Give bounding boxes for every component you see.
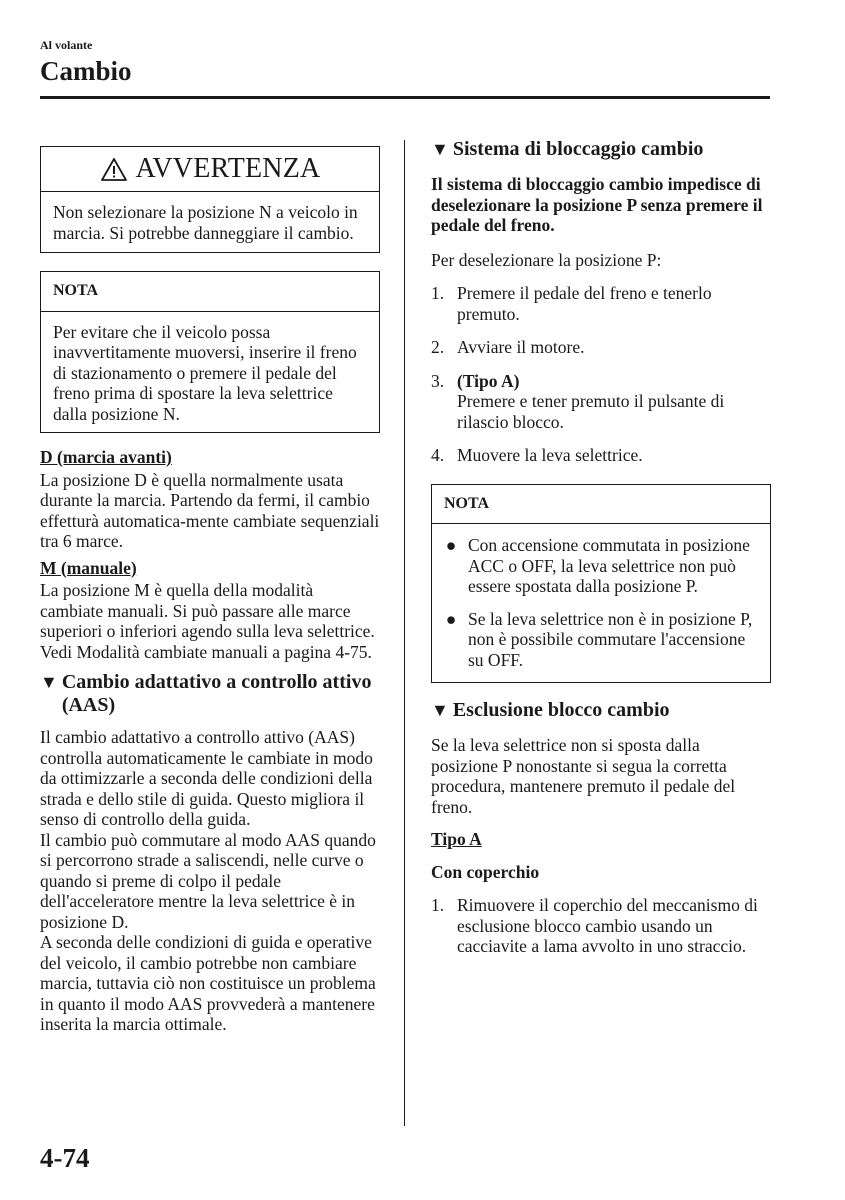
- warning-text: Non selezionare la posizione N a veicolo in marcia. Si potrebbe danneggiare il cambio.: [53, 202, 358, 243]
- override-heading: [431, 699, 771, 722]
- triangle-down-icon: ▼: [40, 672, 58, 692]
- drive-text: La posizione D è quella normalmente usata durante la marcia. Partendo da fermi, il cambio effetturà automatica-mente cambiate sequenziali tra 6 marce.: [40, 469, 380, 551]
- warning-title: AVVERTENZA: [135, 152, 321, 184]
- list-item: 1. Premere il pedale del freno e tenerlo premuto.: [431, 283, 712, 324]
- aas-heading-text: Cambio adattativo a controllo attivo (AAS): [61, 671, 372, 716]
- type-a-heading: Tipo A: [431, 829, 482, 849]
- override-heading-text: Esclusione blocco cambio: [452, 699, 670, 721]
- list-item: 2. Avviare il motore.: [431, 337, 585, 357]
- lock-system-steps: [431, 283, 771, 466]
- aas-paragraph: Il cambio può commutare al modo AAS quando si percorrono strade a saliscendi, nelle curve o quando si preme di colpo il pedale dell'acceleratore mentre la leva selettrice è in posizione D.: [40, 829, 376, 932]
- manual-text: La posizione M è quella della modalità cambiate manuali. Si può passare alle marce superiori o inferiori agendo sulla leva selettrice.: [40, 580, 375, 641]
- page-number: 4-74: [40, 1143, 90, 1173]
- manual-reference: Vedi Modalità cambiate manuali a pagina 4-75.: [40, 641, 372, 662]
- note-text: Per evitare che il veicolo possa inavvertitamente muoversi, inserire il freno di stazionamento o premere il pedale del freno prima di spostare la leva selettrice dalla posizione N.: [53, 321, 357, 424]
- warning-header: [41, 147, 379, 192]
- cover-heading: Con coperchio: [431, 861, 540, 882]
- aas-heading: [40, 671, 380, 717]
- lock-system-heading-text: Sistema di bloccaggio cambio: [452, 138, 704, 160]
- right-column: [431, 138, 771, 957]
- triangle-down-icon: ▼: [431, 700, 449, 720]
- list-item: 4. Muovere la leva selettrice.: [431, 445, 643, 465]
- chapter-title: Cambio: [40, 56, 132, 86]
- bullet-icon: ●: [445, 535, 457, 555]
- step-title: (Tipo A): [457, 370, 520, 391]
- list-item: ● Se la leva selettrice non è in posizione P, non è possibile commutare l'accensione su OFF.: [445, 608, 753, 670]
- note-bullets: [444, 535, 758, 670]
- override-steps: [431, 895, 771, 957]
- lock-system-intro: Il sistema di bloccaggio cambio impedisce di deselezionare la posizione P senza premere il pedale del freno.: [431, 174, 763, 235]
- note-title: NOTA: [432, 485, 770, 525]
- triangle-down-icon: ▼: [431, 139, 449, 159]
- bullet-icon: ●: [445, 608, 457, 629]
- lock-system-heading: [431, 138, 771, 161]
- list-item: 1. Rimuovere il coperchio del meccanismo di esclusione blocco cambio usando un cacciavite a lama avvolto in uno straccio.: [431, 895, 758, 956]
- header-rule: [40, 96, 770, 99]
- list-item: ● Con accensione commutata in posizione ACC o OFF, la leva selettrice non può essere spostata dalla posizione P.: [445, 535, 750, 596]
- note-title: NOTA: [41, 272, 379, 312]
- aas-paragraph: Il cambio adattativo a controllo attivo (AAS) controlla automaticamente le cambiate in modo da ottimizzarle a seconda delle condizioni della strada e dello stile di guida. Questo migliora il senso di controllo della guida.: [40, 727, 373, 829]
- drive-heading: D (marcia avanti): [40, 447, 172, 467]
- warning-box: [40, 146, 380, 253]
- lock-system-lead: Per deselezionare la posizione P:: [431, 249, 662, 270]
- note-box: [431, 484, 771, 684]
- section-label: Al volante: [40, 38, 93, 52]
- list-item: 3. (Tipo A) Premere e tener premuto il pulsante di rilascio blocco.: [431, 370, 725, 432]
- aas-paragraph: A seconda delle condizioni di guida e operative del veicolo, il cambio potrebbe non cambiare marcia, tuttavia ciò non costituisce un problema in quanto il modo AAS provvederà a mantenere inserita la marcia ottimale.: [40, 932, 376, 1034]
- override-text: Se la leva selettrice non si sposta dalla posizione P nonostante si segua la corretta procedura, mantenere premuto il pedale del freno.: [431, 735, 736, 817]
- left-column: [40, 146, 380, 1035]
- manual-heading: M (manuale): [40, 557, 137, 578]
- note-box: [40, 271, 380, 433]
- column-divider: [404, 140, 405, 1126]
- warning-triangle-icon: [100, 157, 128, 182]
